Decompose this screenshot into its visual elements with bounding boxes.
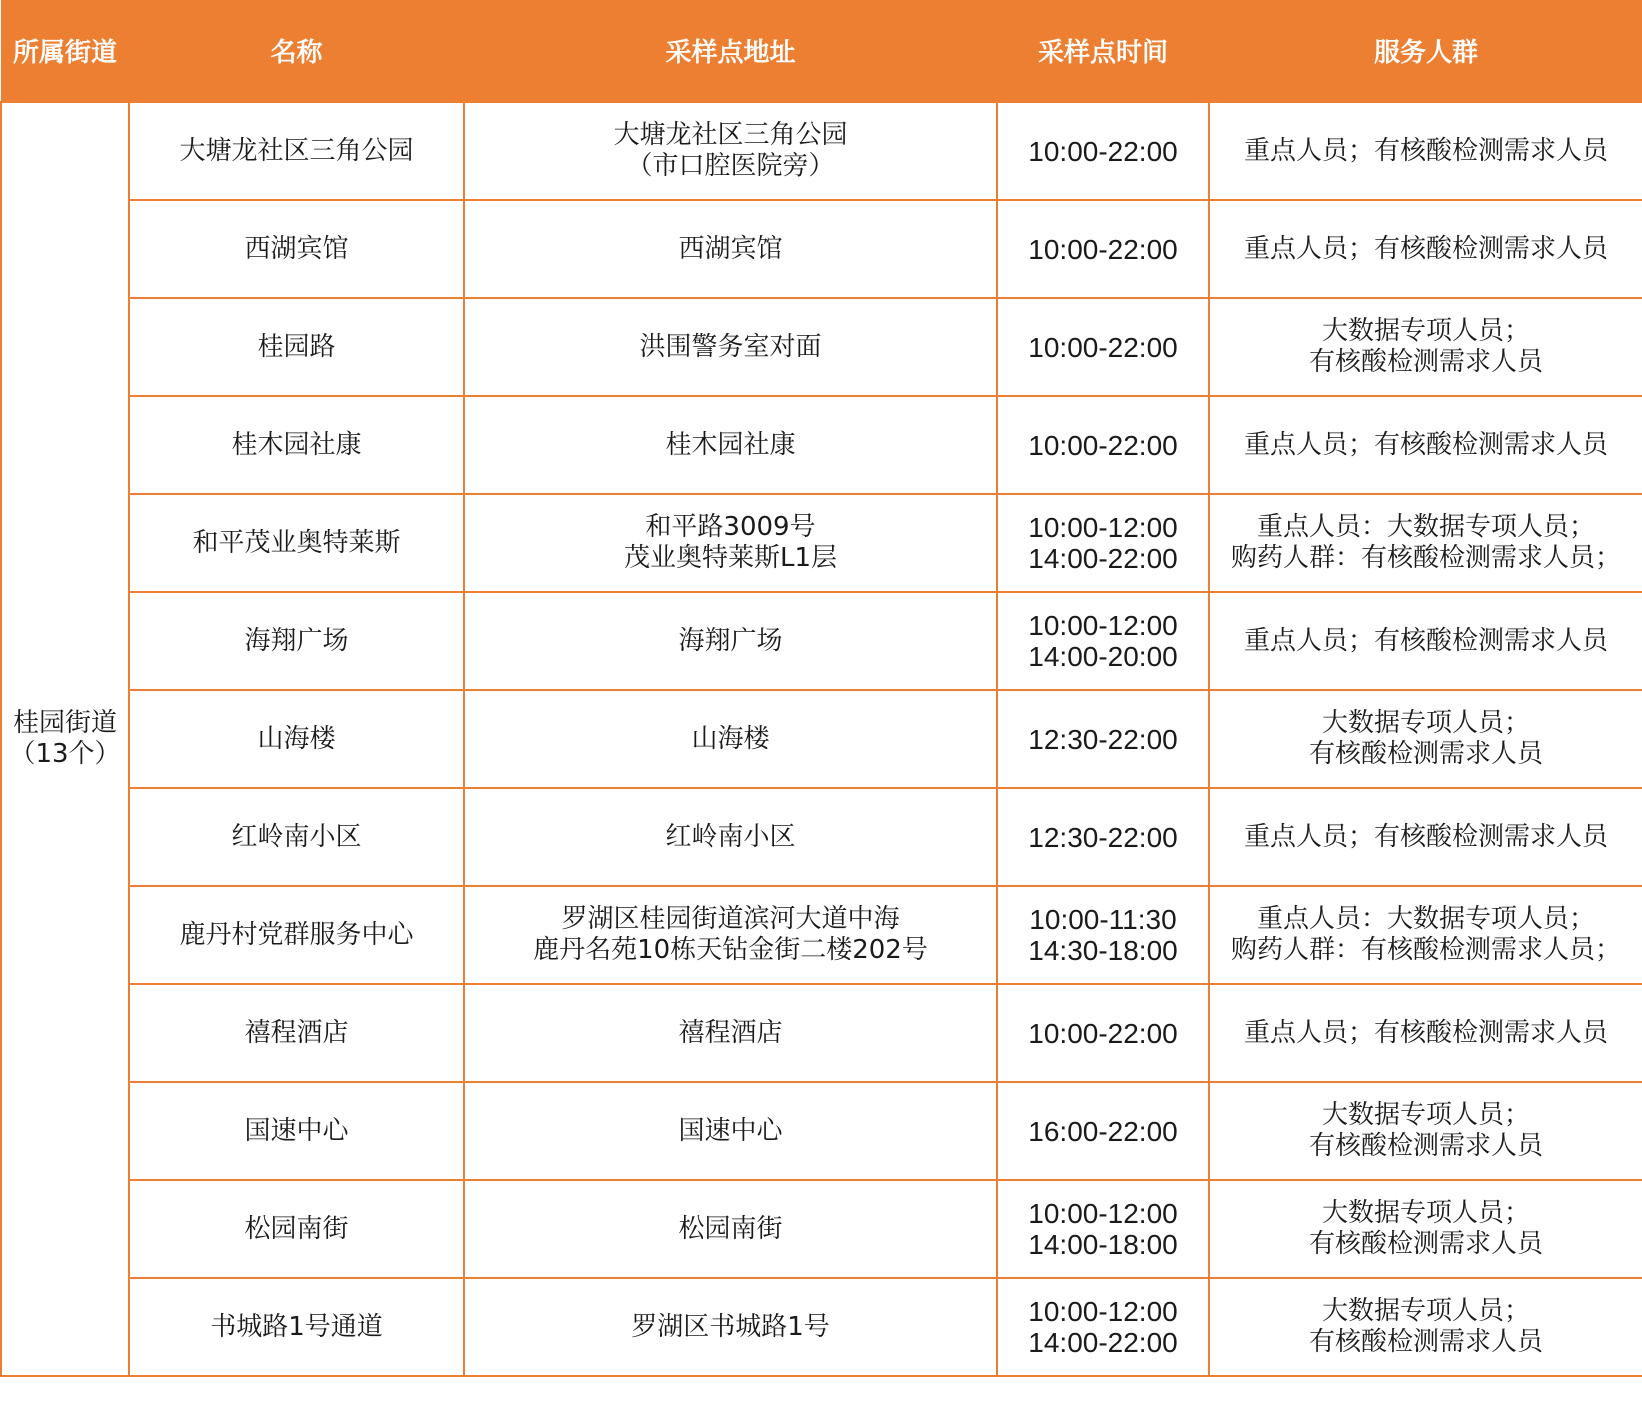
cell-line: 洪围警务室对面: [639, 331, 822, 362]
site-time-cell: [997, 1278, 1209, 1376]
site-name-cell: 鹿丹村党群服务中心: [129, 886, 464, 984]
site-address-cell: [464, 886, 997, 984]
cell-line: 10:00-12:00: [1028, 1198, 1178, 1229]
cell-line: 松园南街: [678, 1213, 783, 1244]
site-time-cell: [997, 690, 1209, 788]
street-cell: [1, 102, 129, 1376]
cell-line: 有核酸检测需求人员: [1308, 739, 1543, 769]
site-crowd-cell: [1209, 298, 1642, 396]
cell-line: 红岭南小区: [665, 821, 796, 852]
header-time: 采样点时间: [997, 0, 1209, 102]
site-name-cell: 西湖宾馆: [129, 200, 464, 298]
header-name: 名称: [129, 0, 464, 102]
cell-line: 重点人员；有核酸检测需求人员: [1243, 1017, 1608, 1048]
site-crowd-cell: [1209, 886, 1642, 984]
site-time-cell: [997, 494, 1209, 592]
site-address-cell: [464, 396, 997, 494]
site-time-cell: [997, 886, 1209, 984]
cell-line: 购药人群：有核酸检测需求人员；: [1230, 543, 1621, 573]
cell-line: 重点人员：大数据专项人员；: [1256, 512, 1595, 542]
cell-line: （市口腔医院旁）: [626, 151, 835, 181]
site-address-cell: [464, 1180, 997, 1278]
site-name-cell: 桂木园社康: [129, 396, 464, 494]
site-name-cell: 国速中心: [129, 1082, 464, 1180]
table-row: [1, 298, 1642, 396]
site-address-cell: [464, 494, 997, 592]
cell-line: 大数据专项人员；: [1321, 708, 1530, 738]
cell-line: 茂业奥特莱斯L1层: [623, 543, 838, 573]
site-crowd-cell: [1209, 200, 1642, 298]
site-name-cell: 松园南街: [129, 1180, 464, 1278]
cell-line: 10:00-22:00: [1028, 331, 1178, 363]
site-name-cell: 书城路1号通道: [129, 1278, 464, 1376]
cell-line: 大数据专项人员；: [1321, 1100, 1530, 1130]
site-name-cell: 和平茂业奥特莱斯: [129, 494, 464, 592]
site-time-cell: [997, 1180, 1209, 1278]
cell-line: 14:30-18:00: [1028, 935, 1178, 966]
site-time-cell: [997, 1082, 1209, 1180]
site-crowd-cell: [1209, 690, 1642, 788]
cell-line: 鹿丹名苑10栋天钻金街二楼202号: [533, 935, 928, 965]
site-crowd-cell: [1209, 494, 1642, 592]
site-time-cell: [997, 788, 1209, 886]
site-address-cell: [464, 102, 997, 200]
table-row: [1, 494, 1642, 592]
cell-line: 重点人员；有核酸检测需求人员: [1243, 625, 1608, 656]
table-row: [1, 984, 1642, 1082]
cell-line: 罗湖区书城路1号: [631, 1311, 830, 1342]
cell-line: 有核酸检测需求人员: [1308, 1131, 1543, 1161]
table-row: [1, 690, 1642, 788]
table-row: [1, 102, 1642, 200]
table-row: [1, 886, 1642, 984]
cell-line: 国速中心: [678, 1115, 783, 1146]
cell-line: 西湖宾馆: [678, 233, 783, 264]
site-address-cell: [464, 1082, 997, 1180]
cell-line: 重点人员：大数据专项人员；: [1256, 904, 1595, 934]
site-time-cell: [997, 298, 1209, 396]
table-row: [1, 1278, 1642, 1376]
cell-line: 10:00-11:30: [1029, 904, 1177, 935]
cell-line: 大数据专项人员；: [1321, 1198, 1530, 1228]
site-address-cell: [464, 788, 997, 886]
street-name: 桂园街道: [12, 708, 117, 738]
cell-line: 12:30-22:00: [1028, 723, 1178, 755]
cell-line: 10:00-12:00: [1028, 512, 1178, 543]
table-row: [1, 396, 1642, 494]
cell-line: 10:00-12:00: [1028, 1296, 1178, 1327]
cell-line: 12:30-22:00: [1028, 821, 1178, 853]
cell-line: 和平路3009号: [645, 512, 816, 542]
cell-line: 10:00-12:00: [1028, 610, 1178, 641]
cell-line: 桂木园社康: [665, 429, 796, 460]
site-time-cell: [997, 102, 1209, 200]
table-row: [1, 200, 1642, 298]
cell-line: 重点人员；有核酸检测需求人员: [1243, 821, 1608, 852]
cell-line: 10:00-22:00: [1028, 1017, 1178, 1049]
site-name-cell: 海翔广场: [129, 592, 464, 690]
site-crowd-cell: [1209, 102, 1642, 200]
cell-line: 山海楼: [691, 723, 770, 754]
site-address-cell: [464, 200, 997, 298]
header-crowd: 服务人群: [1209, 0, 1642, 102]
cell-line: 重点人员；有核酸检测需求人员: [1243, 429, 1608, 460]
street-count: （13个）: [9, 739, 121, 769]
site-name-cell: 山海楼: [129, 690, 464, 788]
table-body: [1, 102, 1642, 1376]
site-address-cell: [464, 984, 997, 1082]
site-address-cell: [464, 298, 997, 396]
cell-line: 大塘龙社区三角公园: [613, 120, 848, 150]
site-address-cell: [464, 592, 997, 690]
header-address: 采样点地址: [464, 0, 997, 102]
cell-line: 14:00-22:00: [1028, 543, 1178, 574]
table-row: [1, 788, 1642, 886]
site-name-cell: 桂园路: [129, 298, 464, 396]
site-time-cell: [997, 200, 1209, 298]
cell-line: 大数据专项人员；: [1321, 1296, 1530, 1326]
table-row: [1, 1180, 1642, 1278]
site-crowd-cell: [1209, 396, 1642, 494]
header-row: [1, 0, 1642, 102]
site-crowd-cell: [1209, 1180, 1642, 1278]
cell-line: 大数据专项人员；: [1321, 316, 1530, 346]
site-time-cell: [997, 592, 1209, 690]
site-name-cell: 禧程酒店: [129, 984, 464, 1082]
cell-line: 有核酸检测需求人员: [1308, 347, 1543, 377]
site-crowd-cell: [1209, 788, 1642, 886]
cell-line: 重点人员；有核酸检测需求人员: [1243, 233, 1608, 264]
table-row: [1, 592, 1642, 690]
site-address-cell: [464, 690, 997, 788]
cell-line: 10:00-22:00: [1028, 429, 1178, 461]
cell-line: 14:00-20:00: [1028, 641, 1178, 672]
site-crowd-cell: [1209, 1278, 1642, 1376]
site-crowd-cell: [1209, 1082, 1642, 1180]
cell-line: 罗湖区桂园街道滨河大道中海: [561, 904, 900, 934]
cell-line: 10:00-22:00: [1028, 233, 1178, 265]
table-header: [1, 0, 1642, 102]
header-street: 所属街道: [1, 0, 129, 102]
cell-line: 有核酸检测需求人员: [1308, 1229, 1543, 1259]
site-crowd-cell: [1209, 592, 1642, 690]
cell-line: 海翔广场: [678, 625, 783, 656]
cell-line: 购药人群：有核酸检测需求人员；: [1230, 935, 1621, 965]
site-time-cell: [997, 396, 1209, 494]
site-address-cell: [464, 1278, 997, 1376]
cell-line: 有核酸检测需求人员: [1308, 1327, 1543, 1357]
site-crowd-cell: [1209, 984, 1642, 1082]
cell-line: 重点人员；有核酸检测需求人员: [1243, 135, 1608, 166]
site-time-cell: [997, 984, 1209, 1082]
cell-line: 14:00-22:00: [1028, 1327, 1178, 1358]
table-row: [1, 1082, 1642, 1180]
site-name-cell: 大塘龙社区三角公园: [129, 102, 464, 200]
cell-line: 16:00-22:00: [1028, 1115, 1178, 1147]
cell-line: 14:00-18:00: [1028, 1229, 1178, 1260]
cell-line: 禧程酒店: [678, 1017, 783, 1048]
site-name-cell: 红岭南小区: [129, 788, 464, 886]
cell-line: 10:00-22:00: [1028, 135, 1178, 167]
